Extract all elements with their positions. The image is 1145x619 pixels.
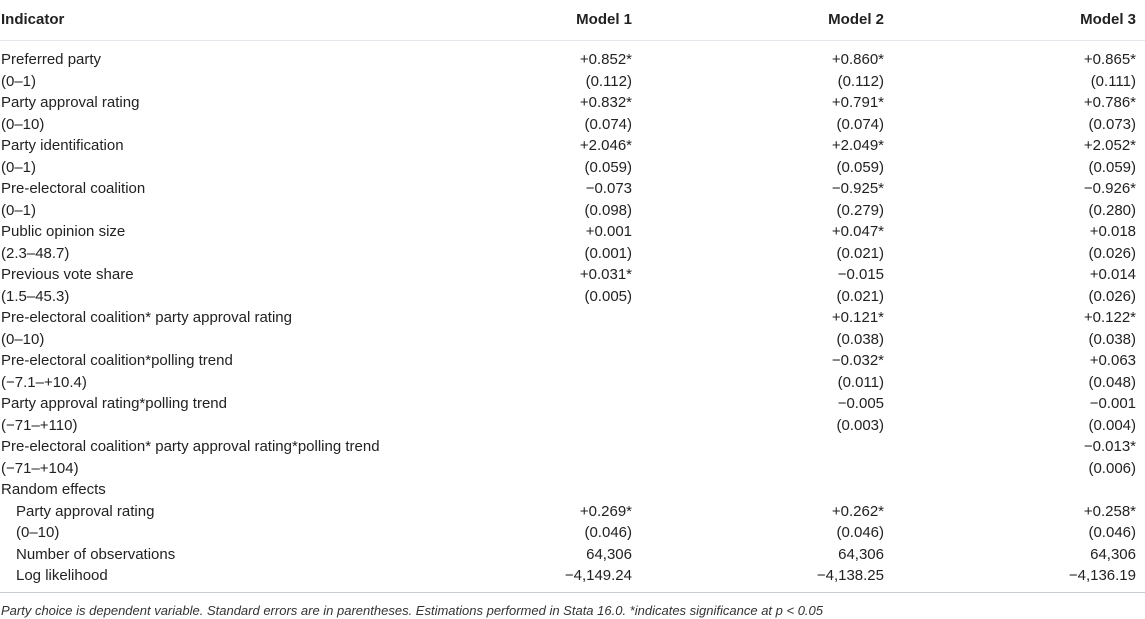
row-indicator: Log likelihood: [16, 567, 108, 584]
row-model-3-value: −0.013*: [1083, 438, 1136, 455]
row-indicator: (2.3–48.7): [1, 244, 70, 262]
row-model-1-value: +2.046*: [579, 137, 632, 154]
table-row: [0, 307, 1145, 329]
row-model-2-value: +2.049*: [831, 137, 884, 154]
row-model-3-value: −0.001: [1089, 395, 1136, 412]
table-row: [0, 135, 1145, 157]
row-model-1-value: (0.098): [584, 201, 632, 219]
row-model-3-value: (0.280): [1088, 201, 1136, 219]
row-indicator: Preferred party: [1, 51, 102, 68]
table-row: [0, 329, 1145, 351]
row-indicator: Pre-electoral coalition* party approval rating: [1, 309, 292, 326]
row-model-2-value: (0.074): [836, 115, 884, 133]
row-model-2-value: (0.021): [836, 244, 884, 262]
row-model-2-value: +0.860*: [831, 51, 884, 68]
row-model-3-value: +0.786*: [1083, 94, 1136, 111]
table-row: [0, 49, 1145, 71]
row-model-3-value: +0.018: [1089, 223, 1136, 240]
row-model-2-value: +0.121*: [831, 309, 884, 326]
row-indicator: (0–1): [1, 201, 37, 219]
table-row: [0, 200, 1145, 222]
row-model-3-value: (0.073): [1088, 115, 1136, 133]
row-model-3-value: 64,306: [1090, 545, 1136, 563]
row-model-3-value: +0.122*: [1083, 309, 1136, 326]
table-row: [0, 565, 1145, 587]
row-model-3-value: (0.006): [1088, 459, 1136, 477]
row-model-1-value: (0.005): [584, 287, 632, 305]
row-model-1-value: +0.269*: [579, 502, 632, 520]
row-indicator: (0–10): [16, 524, 60, 541]
table-row: [0, 350, 1145, 372]
row-model-3-value: +2.052*: [1083, 137, 1136, 154]
row-indicator: Pre-electoral coalition* party approval rating*polling trend: [1, 438, 380, 455]
row-model-3-value: (0.059): [1088, 158, 1136, 176]
table-row: [0, 178, 1145, 200]
row-model-3-value: (0.026): [1088, 287, 1136, 305]
row-model-3-value: (0.046): [1088, 524, 1136, 541]
row-model-1-value: +0.852*: [579, 51, 632, 68]
row-model-3-value: (0.048): [1088, 373, 1136, 391]
row-model-2-value: (0.038): [836, 330, 884, 348]
header-model-2: Model 2: [828, 11, 884, 28]
row-indicator: Party approval rating: [16, 502, 155, 520]
row-model-2-value: (0.112): [837, 72, 884, 90]
row-model-2-value: 64,306: [838, 545, 884, 563]
row-model-2-value: (0.046): [836, 524, 884, 541]
table-row: [0, 221, 1145, 243]
row-indicator: (−7.1–+10.4): [1, 373, 87, 391]
row-indicator: Random effects: [1, 481, 106, 498]
table-row: [0, 544, 1145, 566]
row-model-2-value: −0.032*: [831, 352, 884, 369]
row-indicator: Pre-electoral coalition*polling trend: [1, 352, 233, 369]
row-model-1-value: 64,306: [586, 545, 632, 563]
row-model-1-value: (0.074): [584, 115, 632, 133]
row-indicator: (0–1): [1, 72, 37, 90]
table-row: [0, 114, 1145, 136]
row-model-3-value: +0.865*: [1083, 51, 1136, 68]
row-model-1-value: +0.832*: [579, 94, 632, 111]
table-row: [0, 522, 1145, 544]
row-model-2-value: −0.005: [837, 395, 884, 412]
row-model-3-value: −4,136.19: [1068, 567, 1136, 584]
row-model-2-value: +0.262*: [831, 502, 884, 520]
row-model-2-value: (0.059): [836, 158, 884, 176]
table-footnote: Party choice is dependent variable. Standard errors are in parentheses. Estimations performed in Stata 16.0. *indicates significance at p < 0.05: [1, 603, 823, 618]
row-model-1-value: +0.001: [585, 223, 632, 240]
row-indicator: Public opinion size: [1, 223, 126, 240]
table-row: [0, 501, 1145, 523]
row-model-1-value: (0.059): [584, 158, 632, 176]
row-indicator: Party identification: [1, 137, 124, 154]
header-model-3: Model 3: [1080, 11, 1136, 28]
row-model-2-value: (0.011): [837, 373, 884, 391]
row-model-1-value: (0.001): [584, 244, 632, 262]
row-indicator: (0–10): [1, 330, 45, 348]
table-row: [0, 157, 1145, 179]
row-indicator: (−71–+110): [1, 416, 78, 434]
row-indicator: (0–1): [1, 158, 37, 176]
row-model-1-value: −0.073: [585, 180, 632, 197]
row-model-2-value: (0.021): [836, 287, 884, 305]
row-model-1-value: (0.112): [585, 72, 632, 90]
header-indicator: Indicator: [1, 11, 65, 28]
table-row: [0, 264, 1145, 286]
row-model-3-value: +0.014: [1089, 266, 1136, 283]
row-model-2-value: −4,138.25: [816, 567, 884, 584]
row-indicator: Party approval rating*polling trend: [1, 395, 227, 412]
row-model-3-value: +0.063: [1089, 352, 1136, 369]
table-row: [0, 92, 1145, 114]
row-model-2-value: (0.279): [836, 201, 884, 219]
table-row: [0, 415, 1145, 437]
row-model-2-value: +0.791*: [831, 94, 884, 111]
table-row: [0, 286, 1145, 308]
row-model-3-value: (0.038): [1088, 330, 1136, 348]
row-model-3-value: +0.258*: [1083, 502, 1136, 520]
row-model-3-value: (0.111): [1090, 72, 1136, 90]
row-indicator: (1.5–45.3): [1, 287, 70, 305]
table-row: [0, 243, 1145, 265]
table-header: [0, 0, 1145, 41]
table-bottom-rule: [0, 592, 1145, 593]
row-indicator: Party approval rating: [1, 94, 140, 111]
row-model-3-value: −0.926*: [1083, 180, 1136, 197]
row-indicator: (−71–+104): [1, 459, 79, 477]
table-row: [0, 479, 1145, 501]
table-row: [0, 71, 1145, 93]
row-indicator: Previous vote share: [1, 266, 134, 283]
row-model-2-value: +0.047*: [831, 223, 884, 240]
row-model-2-value: (0.003): [836, 416, 884, 434]
row-model-1-value: −4,149.24: [564, 567, 632, 584]
row-indicator: Number of observations: [16, 545, 176, 563]
table-body: [0, 41, 1145, 587]
row-indicator: Pre-electoral coalition: [1, 180, 146, 197]
row-model-2-value: −0.015: [837, 266, 884, 283]
row-model-1-value: +0.031*: [579, 266, 632, 283]
row-model-2-value: −0.925*: [831, 180, 884, 197]
table-row: [0, 436, 1145, 458]
row-model-1-value: (0.046): [584, 524, 632, 541]
row-model-3-value: (0.004): [1088, 416, 1136, 434]
row-indicator: (0–10): [1, 115, 45, 133]
table-row: [0, 372, 1145, 394]
row-model-3-value: (0.026): [1088, 244, 1136, 262]
header-model-1: Model 1: [576, 11, 632, 28]
table-row: [0, 458, 1145, 480]
table-row: [0, 393, 1145, 415]
